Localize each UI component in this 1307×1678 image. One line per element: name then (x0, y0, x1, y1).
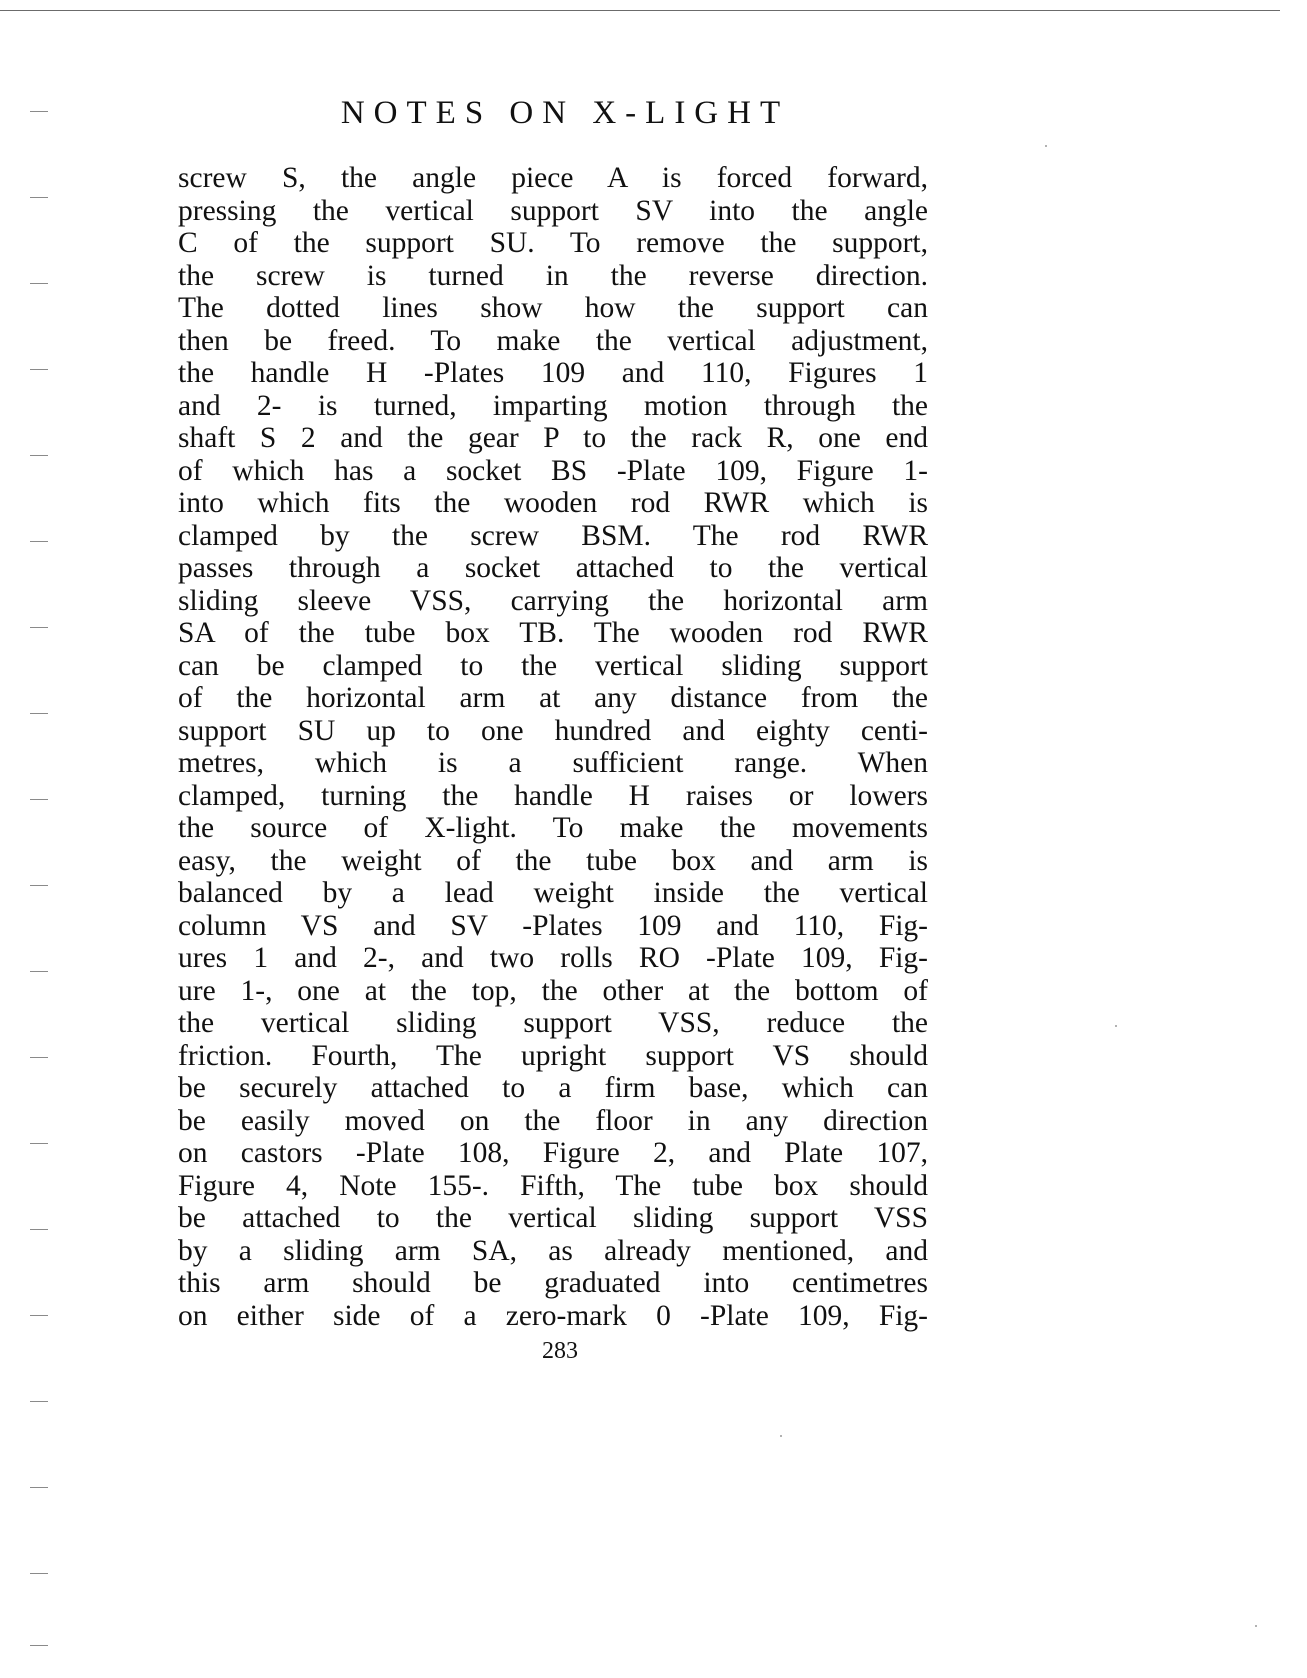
text-line: be easily moved on the floor in any direction (178, 1104, 928, 1137)
margin-tick (30, 1401, 48, 1402)
margin-tick (30, 1229, 48, 1230)
scan-speck (1045, 145, 1047, 147)
text-line: clamped by the screw BSM. The rod RWR (178, 519, 928, 552)
text-line: pressing the vertical support SV into the angle (178, 194, 928, 227)
margin-tick (30, 455, 48, 456)
margin-tick (30, 799, 48, 800)
text-line: Figure 4, Note 155-. Fifth, The tube box should (178, 1169, 928, 1202)
margin-tick (30, 1645, 48, 1646)
scan-speck (1115, 1025, 1117, 1027)
running-head: NOTES ON X-LIGHT (340, 95, 790, 131)
text-line: sliding sleeve VSS, carrying the horizontal arm (178, 584, 928, 617)
margin-tick (30, 1573, 48, 1574)
text-line: the vertical sliding support VSS, reduce the (178, 1007, 928, 1039)
margin-tick (30, 1057, 48, 1058)
text-line: this arm should be graduated into centimetres (178, 1267, 928, 1299)
text-line: of the horizontal arm at any distance from the (178, 682, 928, 714)
text-line: and 2- is turned, imparting motion through the (178, 389, 928, 422)
top-border-rule (0, 10, 1280, 11)
text-line: screw S, the angle piece A is forced forward, (178, 162, 928, 194)
text-line: of which has a socket BS -Plate 109, Figure 1- (178, 454, 928, 487)
text-line: by a sliding arm SA, as already mentioned, and (178, 1234, 928, 1267)
text-line: balanced by a lead weight inside the vertical (178, 877, 928, 909)
margin-tick (30, 111, 48, 112)
text-line: be securely attached to a firm base, which can (178, 1072, 928, 1104)
margin-tick (30, 971, 48, 972)
text-line: be attached to the vertical sliding support VSS (178, 1202, 928, 1234)
text-line: then be freed. To make the vertical adjustment, (178, 324, 928, 357)
text-line: SA of the tube box TB. The wooden rod RWR (178, 617, 928, 649)
margin-tick (30, 1487, 48, 1488)
text-line: C of the support SU. To remove the support, (178, 227, 928, 259)
text-line: column VS and SV -Plates 109 and 110, Fig- (178, 909, 928, 942)
left-margin-ticks (0, 0, 60, 1678)
margin-tick (30, 369, 48, 370)
margin-tick (30, 627, 48, 628)
margin-tick (30, 1143, 48, 1144)
text-line: the handle H -Plates 109 and 110, Figures 1 (178, 357, 928, 389)
text-line: ure 1-, one at the top, the other at the bottom of (178, 974, 928, 1007)
text-line: shaft S 2 and the gear P to the rack R, one end (178, 422, 928, 454)
text-line: ures 1 and 2-, and two rolls RO -Plate 109, Fig- (178, 942, 928, 974)
text-line: on castors -Plate 108, Figure 2, and Plate 107, (178, 1137, 928, 1169)
margin-tick (30, 283, 48, 284)
margin-tick (30, 541, 48, 542)
margin-tick (30, 885, 48, 886)
text-line: into which fits the wooden rod RWR which is (178, 487, 928, 519)
text-line: the source of X-light. To make the movements (178, 812, 928, 844)
text-line: clamped, turning the handle H raises or lowers (178, 779, 928, 812)
text-line: support SU up to one hundred and eighty centi- (178, 714, 928, 747)
text-line: the screw is turned in the reverse direction. (178, 259, 928, 292)
text-line: easy, the weight of the tube box and arm is (178, 844, 928, 877)
text-line: metres, which is a sufficient range. When (178, 747, 928, 779)
text-line: passes through a socket attached to the vertical (178, 552, 928, 584)
margin-tick (30, 1315, 48, 1316)
scan-speck (1255, 1625, 1257, 1627)
body-text (178, 162, 928, 1332)
text-line: The dotted lines show how the support can (178, 292, 928, 324)
margin-tick (30, 713, 48, 714)
text-line: can be clamped to the vertical sliding support (178, 649, 928, 682)
scan-speck (780, 1435, 782, 1437)
text-line: friction. Fourth, The upright support VS should (178, 1039, 928, 1072)
page-number: 283 (542, 1338, 578, 1364)
margin-tick (30, 197, 48, 198)
text-line: on either side of a zero-mark 0 -Plate 109, Fig- (178, 1299, 928, 1332)
